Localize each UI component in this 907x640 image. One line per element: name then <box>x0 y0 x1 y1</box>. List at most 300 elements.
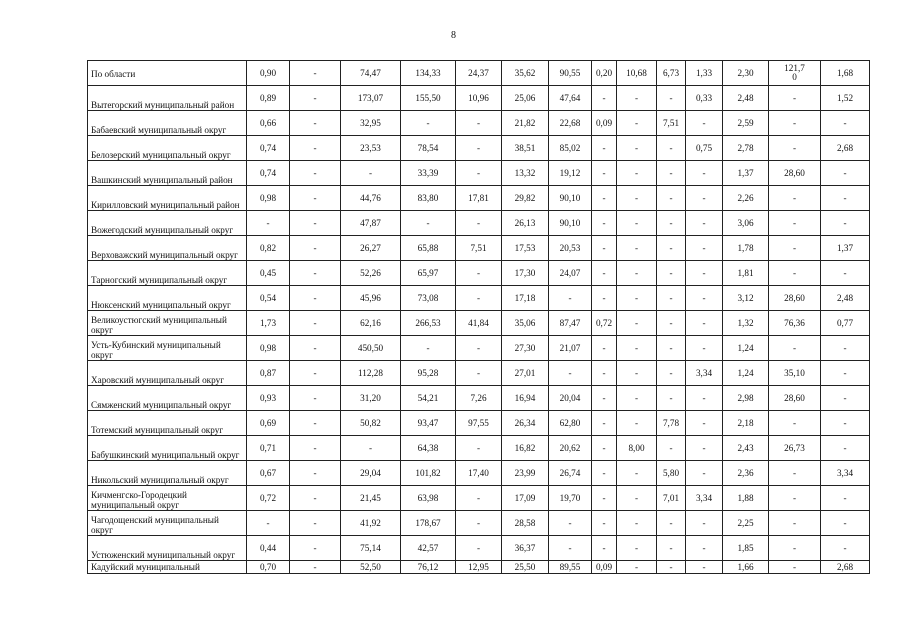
value-cell: - <box>821 486 870 511</box>
value-cell: 7,01 <box>657 486 686 511</box>
value-cell: 90,55 <box>549 61 592 86</box>
value-cell: 0,77 <box>821 311 870 336</box>
value-cell: 1,24 <box>723 336 769 361</box>
value-cell: 27,30 <box>502 336 549 361</box>
value-cell: - <box>592 436 617 461</box>
value-cell: - <box>686 236 723 261</box>
district-name-cell: Вожегодский муниципальный округ <box>88 211 247 236</box>
value-cell: 19,70 <box>549 486 592 511</box>
value-cell: 3,06 <box>723 211 769 236</box>
value-cell: 83,80 <box>401 186 456 211</box>
value-cell: - <box>657 261 686 286</box>
value-cell: - <box>686 536 723 561</box>
value-cell: - <box>549 536 592 561</box>
value-cell: 0,09 <box>592 561 617 574</box>
table-row <box>88 536 870 561</box>
value-cell: - <box>290 561 341 574</box>
value-cell: 42,57 <box>401 536 456 561</box>
value-cell: - <box>821 161 870 186</box>
value-cell: - <box>456 161 502 186</box>
value-cell: 1,32 <box>723 311 769 336</box>
table-row <box>88 286 870 311</box>
value-cell: - <box>821 336 870 361</box>
value-cell: 0,82 <box>247 236 290 261</box>
value-cell: 0,90 <box>247 61 290 86</box>
table-row <box>88 261 870 286</box>
value-cell: - <box>401 211 456 236</box>
value-cell: 17,30 <box>502 261 549 286</box>
value-cell: - <box>821 211 870 236</box>
value-cell: - <box>769 86 821 111</box>
value-cell: - <box>592 86 617 111</box>
value-cell: - <box>401 111 456 136</box>
value-cell: 0,87 <box>247 361 290 386</box>
value-cell: 13,32 <box>502 161 549 186</box>
value-cell: - <box>617 186 657 211</box>
value-cell: - <box>592 536 617 561</box>
value-cell: 87,47 <box>549 311 592 336</box>
value-cell: 1,37 <box>723 161 769 186</box>
district-name-cell: Нюксенский муниципальный округ <box>88 286 247 311</box>
value-cell: - <box>592 486 617 511</box>
district-name-cell: Усть-Кубинский муниципальный округ <box>88 336 247 361</box>
value-cell: 0,20 <box>592 61 617 86</box>
value-cell: - <box>290 436 341 461</box>
value-cell: - <box>769 486 821 511</box>
value-cell: - <box>341 436 401 461</box>
value-cell: 63,98 <box>401 486 456 511</box>
district-name-cell: Никольский муниципальный округ <box>88 461 247 486</box>
value-cell: 0,74 <box>247 136 290 161</box>
value-cell: 2,25 <box>723 511 769 536</box>
value-cell: 8,00 <box>617 436 657 461</box>
value-cell: - <box>617 236 657 261</box>
value-cell: 95,28 <box>401 361 456 386</box>
value-cell: - <box>657 86 686 111</box>
value-cell: - <box>657 511 686 536</box>
value-cell: 25,06 <box>502 86 549 111</box>
value-cell: - <box>769 461 821 486</box>
value-cell: - <box>290 386 341 411</box>
value-cell: 20,62 <box>549 436 592 461</box>
value-cell: - <box>769 411 821 436</box>
value-cell: - <box>686 186 723 211</box>
value-cell: - <box>617 86 657 111</box>
value-cell: - <box>617 336 657 361</box>
data-table <box>87 60 870 574</box>
value-cell: - <box>686 311 723 336</box>
value-cell: - <box>657 536 686 561</box>
table-row <box>88 111 870 136</box>
value-cell: - <box>657 286 686 311</box>
value-cell: 26,74 <box>549 461 592 486</box>
value-cell: 24,07 <box>549 261 592 286</box>
value-cell: - <box>769 211 821 236</box>
district-name-cell: Харовский муниципальный округ <box>88 361 247 386</box>
district-name-cell: Устюженский муниципальный округ <box>88 536 247 561</box>
value-cell: 5,80 <box>657 461 686 486</box>
value-cell: 0,67 <box>247 461 290 486</box>
value-cell: - <box>592 336 617 361</box>
value-cell: 28,60 <box>769 161 821 186</box>
table-row <box>88 561 870 574</box>
district-name-cell: Вашкинский муниципальный район <box>88 161 247 186</box>
value-cell: 2,98 <box>723 386 769 411</box>
value-cell: - <box>456 511 502 536</box>
value-cell: - <box>821 511 870 536</box>
value-cell: - <box>769 536 821 561</box>
value-cell: 38,51 <box>502 136 549 161</box>
value-cell: - <box>456 336 502 361</box>
value-cell: 0,71 <box>247 436 290 461</box>
value-cell: - <box>290 411 341 436</box>
value-cell: - <box>617 161 657 186</box>
value-cell: 17,53 <box>502 236 549 261</box>
value-cell: - <box>456 436 502 461</box>
value-cell: 64,38 <box>401 436 456 461</box>
value-cell: 22,68 <box>549 111 592 136</box>
value-cell: - <box>657 236 686 261</box>
table-row <box>88 161 870 186</box>
value-cell: 26,27 <box>341 236 401 261</box>
value-cell: 28,60 <box>769 286 821 311</box>
value-cell: 450,50 <box>341 336 401 361</box>
value-cell: 2,59 <box>723 111 769 136</box>
value-cell: - <box>290 236 341 261</box>
value-cell: 1,33 <box>686 61 723 86</box>
district-name-cell: Кичменгско-Городецкий муниципальный округ <box>88 486 247 511</box>
value-cell: - <box>821 411 870 436</box>
value-cell: - <box>290 286 341 311</box>
value-cell: 3,34 <box>686 361 723 386</box>
value-cell: - <box>821 386 870 411</box>
value-cell: 12,95 <box>456 561 502 574</box>
value-cell: - <box>617 211 657 236</box>
value-cell: 17,09 <box>502 486 549 511</box>
district-name-cell: Кадуйский муниципальный <box>88 561 247 574</box>
table-row <box>88 486 870 511</box>
value-cell: 2,48 <box>821 286 870 311</box>
value-cell: - <box>617 136 657 161</box>
value-cell: - <box>617 561 657 574</box>
value-cell: 26,34 <box>502 411 549 436</box>
value-cell: 0,33 <box>686 86 723 111</box>
value-cell: - <box>769 136 821 161</box>
value-cell: - <box>290 336 341 361</box>
value-cell: 7,26 <box>456 386 502 411</box>
table-row <box>88 186 870 211</box>
value-cell: 75,14 <box>341 536 401 561</box>
value-cell: 0,69 <box>247 411 290 436</box>
value-cell: - <box>456 261 502 286</box>
value-cell: - <box>290 111 341 136</box>
value-cell: - <box>592 136 617 161</box>
value-cell: 76,36 <box>769 311 821 336</box>
value-cell: - <box>769 336 821 361</box>
value-cell: 17,81 <box>456 186 502 211</box>
value-cell: - <box>821 186 870 211</box>
value-cell: 1,68 <box>821 61 870 86</box>
value-cell: - <box>592 361 617 386</box>
value-cell: - <box>657 211 686 236</box>
value-cell: 1,81 <box>723 261 769 286</box>
value-cell: - <box>592 411 617 436</box>
table-row <box>88 86 870 111</box>
value-cell: - <box>290 211 341 236</box>
value-cell: - <box>290 261 341 286</box>
value-cell: 45,96 <box>341 286 401 311</box>
value-cell: - <box>617 486 657 511</box>
value-cell: 97,55 <box>456 411 502 436</box>
value-cell: - <box>341 161 401 186</box>
value-cell: - <box>686 261 723 286</box>
value-cell: - <box>592 236 617 261</box>
value-cell: - <box>290 311 341 336</box>
district-name-cell: Великоустюгский муниципальный округ <box>88 311 247 336</box>
page-number: 8 <box>451 30 456 41</box>
value-cell: 3,34 <box>821 461 870 486</box>
value-cell: - <box>456 136 502 161</box>
value-cell: - <box>686 336 723 361</box>
value-cell: - <box>592 186 617 211</box>
value-cell: - <box>290 136 341 161</box>
value-cell: - <box>456 361 502 386</box>
value-cell: - <box>617 311 657 336</box>
value-cell: - <box>549 511 592 536</box>
value-cell: - <box>290 61 341 86</box>
value-cell: - <box>686 386 723 411</box>
value-cell: 65,97 <box>401 261 456 286</box>
value-cell: 28,58 <box>502 511 549 536</box>
table-row <box>88 411 870 436</box>
table-row <box>88 336 870 361</box>
value-cell: 101,82 <box>401 461 456 486</box>
value-cell: - <box>592 211 617 236</box>
value-cell: 54,21 <box>401 386 456 411</box>
value-cell: 41,92 <box>341 511 401 536</box>
value-cell: - <box>617 461 657 486</box>
value-cell: 1,85 <box>723 536 769 561</box>
value-cell: 62,16 <box>341 311 401 336</box>
value-cell: 266,53 <box>401 311 456 336</box>
value-cell: - <box>686 211 723 236</box>
value-cell: 50,82 <box>341 411 401 436</box>
value-cell: - <box>686 461 723 486</box>
value-cell: 1,88 <box>723 486 769 511</box>
value-cell: - <box>821 111 870 136</box>
value-cell: 16,82 <box>502 436 549 461</box>
value-cell: - <box>686 561 723 574</box>
value-cell: - <box>290 361 341 386</box>
value-cell: 1,73 <box>247 311 290 336</box>
value-cell: 0,44 <box>247 536 290 561</box>
value-cell: - <box>657 361 686 386</box>
value-cell: - <box>592 386 617 411</box>
value-cell: 89,55 <box>549 561 592 574</box>
value-cell: 0,89 <box>247 86 290 111</box>
value-cell: 65,88 <box>401 236 456 261</box>
table-row <box>88 236 870 261</box>
value-cell: 1,66 <box>723 561 769 574</box>
value-cell: 0,66 <box>247 111 290 136</box>
value-cell: - <box>769 186 821 211</box>
value-cell: - <box>769 236 821 261</box>
value-cell: - <box>290 536 341 561</box>
value-cell: 32,95 <box>341 111 401 136</box>
district-name-cell: Верховажский муниципальный округ <box>88 236 247 261</box>
value-cell: 0,09 <box>592 111 617 136</box>
value-cell: 0,74 <box>247 161 290 186</box>
value-cell: 90,10 <box>549 186 592 211</box>
value-cell: 20,04 <box>549 386 592 411</box>
table-row <box>88 211 870 236</box>
table-row <box>88 361 870 386</box>
value-cell: 2,18 <box>723 411 769 436</box>
value-cell: 7,51 <box>657 111 686 136</box>
value-cell: - <box>821 436 870 461</box>
value-cell: 21,82 <box>502 111 549 136</box>
value-cell: - <box>290 486 341 511</box>
value-cell: 0,98 <box>247 186 290 211</box>
value-cell: 62,80 <box>549 411 592 436</box>
value-cell: - <box>657 436 686 461</box>
table-row <box>88 386 870 411</box>
value-cell: 36,37 <box>502 536 549 561</box>
value-cell: 155,50 <box>401 86 456 111</box>
value-cell: - <box>549 361 592 386</box>
value-cell: 173,07 <box>341 86 401 111</box>
value-cell: 2,26 <box>723 186 769 211</box>
value-cell: - <box>617 361 657 386</box>
value-cell: - <box>686 436 723 461</box>
value-cell: - <box>290 186 341 211</box>
value-cell: - <box>821 536 870 561</box>
value-cell: 0,93 <box>247 386 290 411</box>
value-cell: 0,98 <box>247 336 290 361</box>
district-name-cell: Сямженский муниципальный округ <box>88 386 247 411</box>
value-cell: - <box>456 286 502 311</box>
value-cell: - <box>821 361 870 386</box>
value-cell: 0,54 <box>247 286 290 311</box>
value-cell: 35,10 <box>769 361 821 386</box>
value-cell: - <box>686 111 723 136</box>
district-name-cell: По области <box>88 61 247 86</box>
value-cell: 1,78 <box>723 236 769 261</box>
value-cell: 35,62 <box>502 61 549 86</box>
value-cell: 7,78 <box>657 411 686 436</box>
value-cell: 93,47 <box>401 411 456 436</box>
value-cell: - <box>592 261 617 286</box>
value-cell: - <box>769 261 821 286</box>
district-name-cell: Белозерский муниципальный округ <box>88 136 247 161</box>
value-cell: - <box>686 286 723 311</box>
value-cell: - <box>769 511 821 536</box>
value-cell: 7,51 <box>456 236 502 261</box>
value-cell: - <box>769 111 821 136</box>
value-cell: 23,53 <box>341 136 401 161</box>
value-cell: 3,12 <box>723 286 769 311</box>
value-cell: - <box>456 211 502 236</box>
value-cell: - <box>617 536 657 561</box>
district-name-cell: Бабаевский муниципальный округ <box>88 111 247 136</box>
value-cell: 23,99 <box>502 461 549 486</box>
value-cell: 21,45 <box>341 486 401 511</box>
value-cell: - <box>657 186 686 211</box>
district-name-cell: Кирилловский муниципальный район <box>88 186 247 211</box>
value-cell: 29,82 <box>502 186 549 211</box>
value-cell: 0,45 <box>247 261 290 286</box>
value-cell: - <box>247 511 290 536</box>
value-cell: - <box>617 411 657 436</box>
value-cell: 10,96 <box>456 86 502 111</box>
value-cell: 19,12 <box>549 161 592 186</box>
value-cell: - <box>617 261 657 286</box>
value-cell: 2,68 <box>821 561 870 574</box>
value-cell: 41,84 <box>456 311 502 336</box>
value-cell: - <box>592 511 617 536</box>
value-cell: 6,73 <box>657 61 686 86</box>
value-cell: 90,10 <box>549 211 592 236</box>
value-cell: - <box>686 411 723 436</box>
value-cell: 134,33 <box>401 61 456 86</box>
value-cell: - <box>657 311 686 336</box>
value-cell: - <box>456 486 502 511</box>
value-cell: 85,02 <box>549 136 592 161</box>
value-cell: 2,78 <box>723 136 769 161</box>
value-cell: 112,28 <box>341 361 401 386</box>
value-cell: 76,12 <box>401 561 456 574</box>
value-cell: 2,68 <box>821 136 870 161</box>
value-cell: 28,60 <box>769 386 821 411</box>
district-name-cell: Бабушкинский муниципальный округ <box>88 436 247 461</box>
value-cell: - <box>686 161 723 186</box>
value-cell: 47,64 <box>549 86 592 111</box>
value-cell: - <box>657 336 686 361</box>
value-cell: - <box>401 336 456 361</box>
value-cell: - <box>290 86 341 111</box>
value-cell: 44,76 <box>341 186 401 211</box>
table-row <box>88 461 870 486</box>
value-cell: 74,47 <box>341 61 401 86</box>
value-cell: 10,68 <box>617 61 657 86</box>
value-cell: 17,40 <box>456 461 502 486</box>
value-cell: - <box>290 511 341 536</box>
value-cell: 31,20 <box>341 386 401 411</box>
table-row <box>88 311 870 336</box>
value-cell: 178,67 <box>401 511 456 536</box>
value-cell: - <box>592 461 617 486</box>
value-cell: - <box>657 161 686 186</box>
value-cell: - <box>657 561 686 574</box>
value-cell: - <box>821 261 870 286</box>
value-cell: 0,75 <box>686 136 723 161</box>
value-cell: 21,07 <box>549 336 592 361</box>
value-cell: - <box>592 286 617 311</box>
value-cell: 27,01 <box>502 361 549 386</box>
value-cell: - <box>290 161 341 186</box>
value-cell: - <box>247 211 290 236</box>
value-cell: 2,43 <box>723 436 769 461</box>
value-cell: - <box>456 536 502 561</box>
value-cell: - <box>617 286 657 311</box>
value-cell: 2,48 <box>723 86 769 111</box>
value-cell: - <box>617 511 657 536</box>
value-cell: 29,04 <box>341 461 401 486</box>
value-cell: - <box>549 286 592 311</box>
value-cell: 2,36 <box>723 461 769 486</box>
district-name-cell: Чагодощенский муниципальный округ <box>88 511 247 536</box>
value-cell: 3,34 <box>686 486 723 511</box>
